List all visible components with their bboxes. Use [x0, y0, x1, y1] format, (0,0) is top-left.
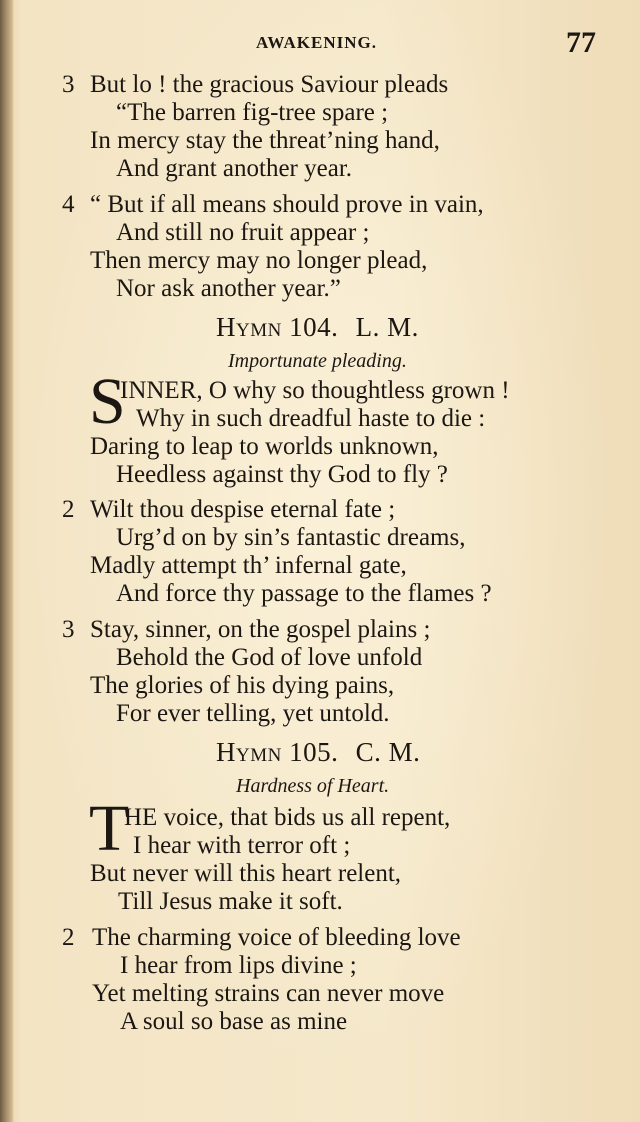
- verse-line: A soul so base as mine: [120, 1008, 348, 1035]
- hymn-number: 105.: [289, 737, 339, 767]
- drop-cap: T: [89, 792, 130, 865]
- verse-line: Daring to leap to worlds unknown,: [90, 433, 439, 460]
- hymn-104-title: [216, 312, 419, 343]
- stanza-number: 3: [62, 71, 75, 98]
- verse-line: Yet melting strains can never move: [92, 980, 445, 1007]
- verse-line: And grant another year.: [116, 155, 353, 182]
- stanza-number: 3: [62, 616, 75, 643]
- verse-line: And force thy passage to the flames ?: [116, 580, 492, 607]
- verse-line: Wilt thou despise eternal fate ;: [90, 496, 396, 523]
- hymn-104-subtitle: Importunate pleading.: [228, 350, 407, 372]
- hymn-word: Hymn: [216, 737, 282, 767]
- verse-line: Nor ask another year.”: [116, 275, 341, 302]
- verse-line: Behold the God of love unfold: [116, 644, 423, 671]
- running-title: AWAKENING.: [256, 33, 377, 52]
- verse-line: Heedless against thy God to fly ?: [116, 461, 448, 488]
- stanza-number: 2: [62, 924, 75, 951]
- hymn-number: 104.: [289, 312, 339, 342]
- verse-line: The glories of his dying pains,: [90, 672, 395, 699]
- stanza-number: 4: [62, 191, 75, 218]
- verse-line: And still no fruit appear ;: [116, 219, 370, 246]
- hymn-105-subtitle: Hardness of Heart.: [236, 775, 390, 797]
- verse-line: Madly attempt th’ infernal gate,: [90, 552, 407, 579]
- verse-line: For ever telling, yet untold.: [116, 700, 390, 727]
- page-number: 77: [566, 26, 596, 59]
- drop-cap: S: [89, 365, 126, 438]
- verse-line: But never will this heart relent,: [90, 860, 402, 887]
- verse-line: Till Jesus make it soft.: [118, 888, 343, 915]
- hymn-word: Hymn: [216, 312, 282, 342]
- verse-line: HE voice, that bids us all repent,: [124, 804, 451, 831]
- verse-line: In mercy stay the threat’ning hand,: [90, 127, 440, 154]
- hymn-meter: L. M.: [355, 312, 419, 342]
- verse-line: Why in such dreadful haste to die :: [136, 405, 486, 432]
- verse-line: “The barren fig-tree spare ;: [116, 99, 389, 126]
- verse-line: I hear with terror oft ;: [133, 832, 351, 859]
- page-gutter: [0, 0, 14, 1122]
- verse-line: I hear from lips divine ;: [120, 952, 357, 979]
- verse-line: Stay, sinner, on the gospel plains ;: [90, 616, 431, 643]
- verse-line: The charming voice of bleeding love: [92, 924, 461, 951]
- running-head: [0, 26, 640, 59]
- verse-line: “ But if all means should prove in vain,: [90, 191, 484, 218]
- verse-line: But lo ! the gracious Saviour pleads: [90, 71, 449, 98]
- hymn-105-title: [216, 737, 420, 768]
- verse-line: Then mercy may no longer plead,: [90, 247, 428, 274]
- stanza-number: 2: [62, 496, 75, 523]
- hymn-meter: C. M.: [355, 737, 421, 767]
- verse-line: INNER, O why so thoughtless grown !: [120, 377, 510, 404]
- verse-line: Urg’d on by sin’s fantastic dreams,: [116, 524, 466, 551]
